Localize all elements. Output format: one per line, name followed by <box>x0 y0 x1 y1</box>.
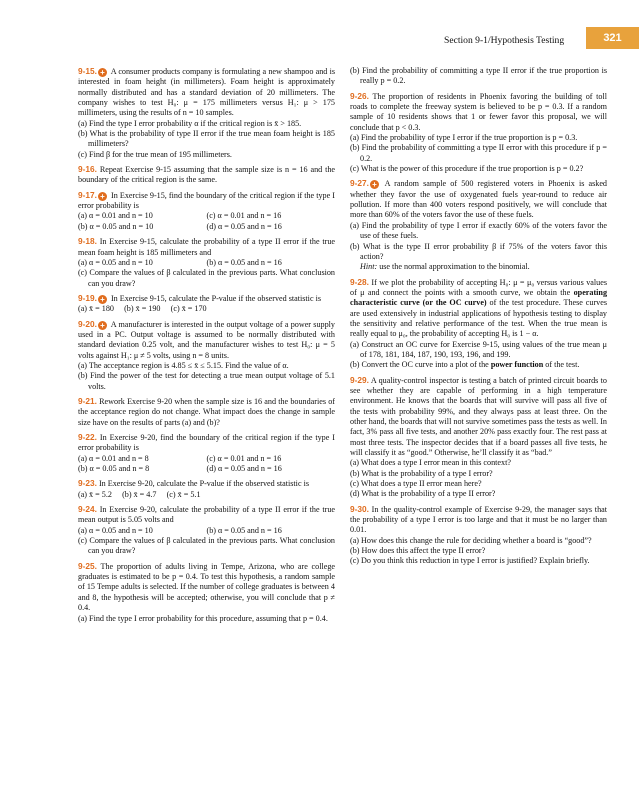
part-b: (b) What is the type II error probability β if 75% of the voters favor this action? <box>350 241 607 261</box>
part-c: (c) α = 0.01 and n = 16 <box>206 211 282 221</box>
exercise-text-continued: of the test procedure. These curves are used extensively in industrial applications of hypothesis testing to display the sensitivity and relative performance of the test. When the true mean is really equal to μ₀, the probability of accepting H₀ is 1 − α. <box>350 298 608 339</box>
part-a: (a) Find the type I error probability α if the critical region is x̄ > 185. <box>78 118 302 128</box>
exercise-number: 9-18. <box>78 236 97 247</box>
exercise-9-27 <box>350 178 607 272</box>
part-c: (c) What is the power of this procedure if the true proportion is p = 0.2? <box>350 164 584 174</box>
part-c: (c) α = 0.01 and n = 16 <box>206 453 282 463</box>
exercise-number: 9-27. <box>350 178 369 189</box>
part-b-text: (b) Convert the OC curve into a plot of the <box>350 360 489 370</box>
exercise-number: 9-23. <box>78 478 97 489</box>
part-b: (b) Find the power of the test for detecting a true mean output voltage of 5.1 volts. <box>78 371 335 391</box>
hint <box>350 262 607 272</box>
part-b <box>350 360 607 370</box>
exercise-text: Rework Exercise 9-20 when the sample size is 16 and the boundaries of the acceptance region do not change. What impact does the change in sample size have on the results of parts (a) and (b)? <box>78 396 335 427</box>
exercise-9-23 <box>78 478 335 500</box>
exercise-text: Repeat Exercise 9-15 assuming that the sample size is n = 16 and the boundary of the critical region is the same. <box>78 165 336 185</box>
part-b: (b) Find the probability of committing a type II error if the true proportion is really p = 0.2. <box>350 66 607 86</box>
part-d: (d) What is the probability of a type II error? <box>350 489 496 499</box>
part-c: (c) Find β for the true mean of 195 millimeters. <box>78 149 232 159</box>
exercise-text: The proportion of residents in Phoenix favoring the building of toll roads to complete the freeway system is believed to be p = 0.3. If a random sample of 10 residents shows that 1 or fewer favor this proposal, we will conclude that p < 0.3. <box>350 91 607 132</box>
exercise-text: A consumer products company is formulating a new shampoo and is interested in foam height (in millimeters). Foam height is approximately normally distributed and has a standard deviation of 20 millimeters. The company wishes to test H₀: μ = 175 millimeters versus H₁: μ > 175 millimeters, using the results of n = 10 samples. <box>78 67 335 118</box>
part-b: (b) α = 0.05 and n = 8 <box>78 464 150 474</box>
part-a: (a) What does a type I error mean in this context? <box>350 458 511 468</box>
page-number: 321 <box>586 27 639 49</box>
part-a: (a) Find the probability of type I error if exactly 60% of the voters favor the use of these fuels. <box>350 220 607 241</box>
plus-icon: + <box>98 321 107 330</box>
part-a: (a) α = 0.01 and n = 10 <box>78 211 153 221</box>
part-d: (d) α = 0.05 and n = 16 <box>206 464 282 474</box>
part-a: (a) Find the type I error probability for this procedure, assuming that p = 0.4. <box>78 613 328 623</box>
part-c: (c) Do you think this reduction in type I error is justified? Explain briefly. <box>350 556 590 566</box>
exercise-text: In Exercise 9-15, find the boundary of the critical region if the type I error probability is <box>78 190 336 211</box>
exercise-number: 9-22. <box>78 432 97 442</box>
part-b: (b) α = 0.05 and n = 16 <box>206 257 282 267</box>
exercise-9-28 <box>350 277 607 371</box>
exercise-9-15 <box>78 66 335 160</box>
exercise-number: 9-16. <box>78 164 97 175</box>
part-a: (a) The acceptance region is 4.85 ≤ x̄ ≤ 5.15. Find the value of α. <box>78 360 289 370</box>
part-b: (b) What is the probability of type II error if the true mean foam height is 185 millimeters? <box>78 129 335 149</box>
exercise-number: 9-20. <box>78 318 97 329</box>
part-a: (a) α = 0.05 and n = 10 <box>78 257 153 267</box>
hint-text: use the normal approximation to the binomial. <box>379 262 530 272</box>
exercise-number: 9-30. <box>350 503 369 514</box>
exercise-number: 9-25. <box>78 560 97 571</box>
exercise-number: 9-19. <box>78 292 97 303</box>
part-c: (c) Compare the values of β calculated in the previous parts. What conclusion can you draw? <box>78 268 335 288</box>
exercise-9-20 <box>78 319 335 392</box>
part-b: (b) α = 0.05 and n = 16 <box>206 525 282 535</box>
exercise-number: 9-21. <box>78 395 97 406</box>
exercise-text: A quality-control inspector is testing a batch of printed circuit boards to see whether they are capable of performing in a high temperature environment. He knows that the boards that will survive will pass all five of the tests with probability 99%, and they always pass at least three. On the other hand, the boards that will not survive sometimes pass the tests as well. In fact, 3% pass all five tests, and another 20% pass exactly four. The rest pass at most three tests. The inspector decides that if a board passes all five tests, he will classify it as “good.” Otherwise, he’ll classify it as “bad.” <box>350 375 607 458</box>
exercise-text: In Exercise 9-20, calculate the probability of a type II error if the true mean output is 5.05 volts and <box>78 505 335 525</box>
exercise-text: A manufacturer is interested in the output voltage of a power supply used in a PC. Output voltage is assumed to be normally distributed with standard deviation 0.25 volt, and the manufacturer wishes to test H₀: μ = 5 volts against H₁: μ ≠ 5 volts, using n = 8 units. <box>78 319 335 360</box>
exercise-9-24 <box>78 504 335 557</box>
part-b: (b) What is the probability of a type I error? <box>350 468 493 478</box>
options: (a) x̄ = 5.2 (b) x̄ = 4.7 (c) x̄ = 5.1 <box>78 489 201 499</box>
part-d: (d) α = 0.05 and n = 16 <box>206 221 282 231</box>
exercise-9-19 <box>78 293 335 315</box>
running-header: Section 9-1/Hypothesis Testing <box>444 35 565 46</box>
parts-grid <box>78 258 335 268</box>
exercise-9-18 <box>78 236 335 289</box>
exercise-9-25-continued <box>350 66 607 87</box>
hint-label: Hint: <box>360 262 378 272</box>
part-a: (a) α = 0.05 and n = 10 <box>78 525 153 535</box>
part-b: (b) α = 0.05 and n = 10 <box>78 221 154 231</box>
options: (a) x̄ = 180 (b) x̄ = 190 (c) x̄ = 170 <box>78 304 207 314</box>
exercise-text: The proportion of adults living in Tempe, Arizona, who are college graduates is estimated to be p = 0.4. To test this hypothesis, a random sample of 15 Tempe adults is selected. If the number of college graduates is between 4 and 8, the hypothesis will be accepted; otherwise, you will conclude that p ≠ 0.4. <box>78 561 335 613</box>
exercise-9-21 <box>78 396 335 428</box>
part-a: (a) Construct an OC curve for Exercise 9-15, using values of the true mean μ of 178, 181, 184, 187, 190, 193, 196, and 199. <box>350 339 607 359</box>
part-c: (c) Compare the values of β calculated in the previous parts. What conclusion can you draw? <box>78 536 335 556</box>
exercise-text: In Exercise 9-20, calculate the P-value if the observed statistic is <box>98 479 310 489</box>
part-a: (a) How does this change the rule for deciding whether a board is “good”? <box>350 535 592 545</box>
plus-icon: + <box>370 180 379 189</box>
exercise-text: In the quality-control example of Exercise 9-29, the manager says that the probability of a type I error is too large and that it must be no larger than 0.01. <box>350 504 607 535</box>
exercise-number: 9-28. <box>350 276 369 287</box>
exercise-number: 9-29. <box>350 374 369 385</box>
exercise-text: A random sample of 500 registered voters in Phoenix is asked whether they favor the use of oxygenated fuels year-round to reduce air pollution. If more than 400 voters respond positively, we will conclude that more than 60% of the voters favor the use of these fuels. <box>350 179 607 220</box>
exercise-number: 9-24. <box>78 504 97 515</box>
part-b-text-end: of the test. <box>545 360 580 370</box>
plus-icon: + <box>98 295 107 304</box>
exercise-9-30 <box>350 504 607 567</box>
parts-grid <box>78 454 335 475</box>
exercise-9-29 <box>350 375 607 500</box>
exercise-text: If we plot the probability of accepting H₀: μ = μ₀ versus various values of μ and connect the points with a smooth curve, we obtain the <box>350 277 607 297</box>
exercise-number: 9-26. <box>350 90 369 101</box>
term-oc-curve: operating characteristic curve (or the OC curve) <box>350 287 608 308</box>
part-b: (b) How does this affect the type II error? <box>350 546 486 556</box>
term-power-function: power function <box>490 360 544 370</box>
exercise-number: 9-15. <box>78 66 97 76</box>
exercise-text: In Exercise 9-20, find the boundary of the critical region if the type I error probability is <box>78 433 335 453</box>
parts-grid <box>78 211 335 232</box>
parts-grid <box>78 526 335 536</box>
exercise-9-26 <box>350 91 607 175</box>
exercise-text: In Exercise 9-15, calculate the probability of a type II error if the true mean foam height is 185 millimeters and <box>78 237 335 257</box>
exercise-9-22 <box>78 432 335 474</box>
exercise-9-16 <box>78 164 335 186</box>
exercise-9-25 <box>78 561 335 624</box>
part-b: (b) Find the probability of committing a type II error with this procedure if p = 0.2. <box>350 143 607 163</box>
right-column <box>350 66 607 571</box>
exercise-text: In Exercise 9-15, calculate the P-value if the observed statistic is <box>110 293 322 303</box>
exercise-9-17 <box>78 190 335 232</box>
part-a: (a) Find the probability of type I error if the true proportion is p = 0.3. <box>350 133 578 143</box>
plus-icon: + <box>98 192 107 201</box>
left-column <box>78 66 335 628</box>
exercise-number: 9-17. <box>78 189 97 200</box>
part-a: (a) α = 0.01 and n = 8 <box>78 453 149 463</box>
part-c: (c) What does a type II error mean here? <box>350 479 482 489</box>
plus-icon: + <box>98 68 107 77</box>
